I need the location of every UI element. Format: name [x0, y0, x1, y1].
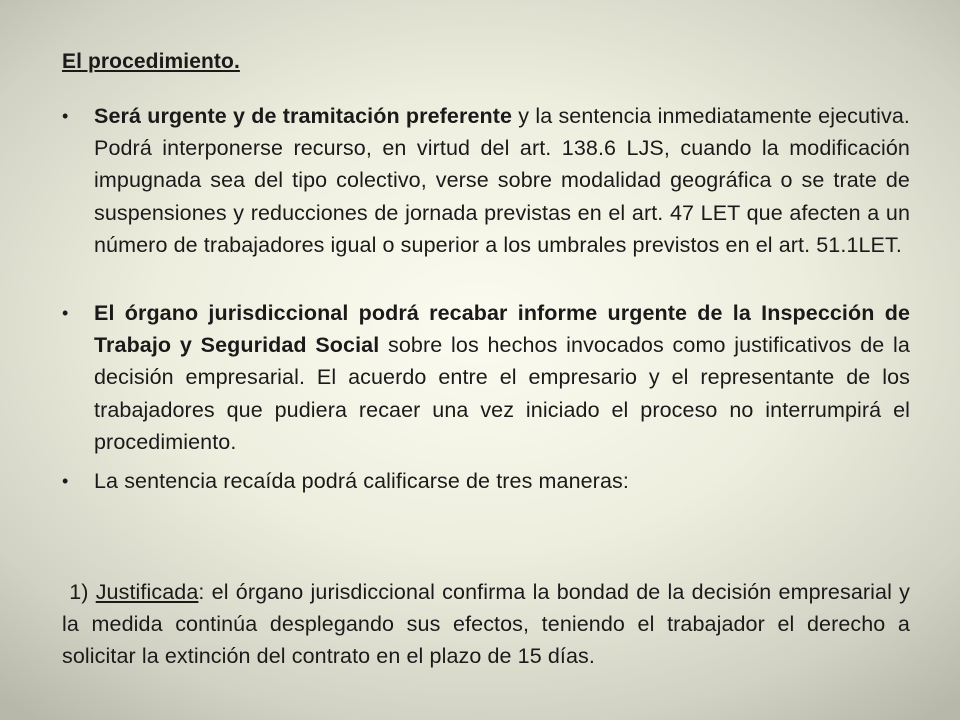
bullet-icon: • [62, 303, 69, 324]
bullet-icon: • [62, 471, 69, 492]
bullet-item [62, 465, 910, 497]
bullet-item [62, 100, 910, 261]
bullet-text: La sentencia recaída podrá calificarse de tres maneras: [94, 469, 629, 494]
bullet-list [62, 100, 910, 533]
bullet-rest-text: y la sentencia inmediatamente ejecutiva. Podrá interponerse recurso, en virtud del art. 138.6 LJS, cuando la modificación impugnada sea del tipo colectivo, verse sobre modalidad geográfica o se trate de suspensiones y reducciones de jornada previstas en el art. 47 LET que afecten a un número de trabajadores igual o superior a los umbrales previstos en el art. 51.1LET. [94, 104, 910, 257]
paragraph-rest-text: : el órgano jurisdiccional confirma la bondad de la decisión empresarial y la medida continúa desplegando sus efectos, teniendo el trabajador el derecho a solicitar la extinción del contrato en el plazo de 15 días. [62, 580, 911, 669]
bullet-item [62, 297, 910, 458]
paragraph-prefix: 1) [62, 580, 96, 604]
bullet-bold-text: El órgano jurisdiccional podrá recabar informe urgente de la Inspección de Trabajo y Seguridad Social [94, 301, 910, 358]
bullet-text [94, 100, 910, 261]
bullet-bold-text: Será urgente y de tramitación preferente [94, 104, 513, 128]
bullet-icon: • [62, 106, 69, 126]
paragraph-underlined-term: Justificada [95, 580, 199, 604]
justificada-paragraph [62, 576, 910, 673]
bullet-text [94, 297, 910, 458]
bullet-rest-text: sobre los hechos invocados como justificativos de la decisión empresarial. El acuerdo entre el empresario y el representante de los trabajadores que pudiera recaer una vez iniciado el proceso no interrumpirá el procedimiento. [94, 333, 910, 454]
slide-title: El procedimiento. [62, 50, 240, 73]
